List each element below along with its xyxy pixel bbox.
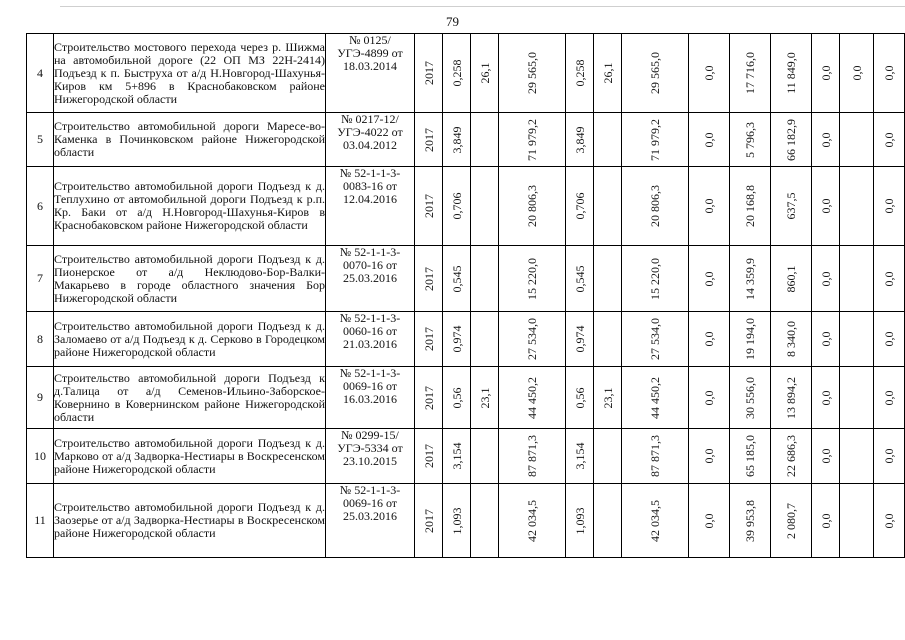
table-row [27,246,905,312]
table-row [27,429,905,484]
cell-fund-5 [840,312,874,367]
cell-fund-3 [771,367,812,429]
cell-cost-2 [622,484,689,558]
cell-fund-6-text: 0,0 [882,198,896,214]
cell-fund-4-text: 0,0 [818,331,833,347]
cell-cost-2-text: 42 034,5 [648,499,662,542]
cell-cost-2-text: 15 220,0 [648,257,662,300]
cell-col3-text: 23,1 [477,387,492,408]
cell-document: № 0217-12/УГЭ-4022 от 03.04.2012 [326,113,415,167]
cell-fund-2-text: 14 359,9 [743,257,757,300]
cell-fund-1-text: 0,0 [702,271,716,286]
cell-description: Строительство автомобильной дороги Подъезд к д. Пионерское от а/д Неклюдово-Бор-Валки-Макарьево в городе областного значения Бор Нижегородской области [54,246,326,312]
cell-col3-text: 26,1 [477,62,492,84]
cell-year-text: 2017 [421,508,436,533]
cell-cost-2-text: 44 450,2 [648,376,662,419]
cell-fund-1 [689,167,730,246]
cell-fund-3-text: 66 182,9 [784,118,798,161]
cell-fund-4-text: 0,0 [818,65,833,81]
cell-length-text: 3,154 [449,442,464,470]
cell-length [443,246,471,312]
cell-length-2 [566,167,594,246]
cell-fund-4 [812,312,840,367]
cell-description: Строительство автомобильной дороги Подъезд к д. Заломаево от а/д Подъезд к д. Серково в Городецком районе Нижегородской области [54,312,326,367]
cell-cost-text: 87 871,3 [525,435,539,477]
cell-fund-4 [812,167,840,246]
cell-length-2-text: 0,545 [572,265,587,292]
cell-document: № 52-1-1-3-0069-16 от 16.03.2016 [326,367,415,429]
cell-cost [499,167,566,246]
table-row [27,312,905,367]
cell-year-text: 2017 [421,327,436,351]
cell-cost-2 [622,34,689,113]
cell-length-text: 1,093 [449,507,464,534]
cell-cost-text: 44 450,2 [525,376,539,419]
cell-length [443,34,471,113]
cell-fund-4 [812,429,840,484]
cell-length [443,367,471,429]
top-rule [60,6,905,7]
cell-length-2 [566,246,594,312]
cell-fund-1-text: 0,0 [702,198,716,214]
cell-cost [499,312,566,367]
cell-length [443,312,471,367]
cell-document: № 52-1-1-3-0083-16 от 12.04.2016 [326,167,415,246]
cell-fund-2 [730,34,771,113]
cell-col6-text: 26,1 [600,62,615,84]
cell-fund-6 [874,484,905,558]
cell-fund-4 [812,113,840,167]
cell-length [443,167,471,246]
cell-length-text: 0,545 [449,265,464,292]
cell-year [415,429,443,484]
cell-cost-2-text: 87 871,3 [648,435,662,477]
cell-fund-5 [840,34,874,113]
cell-length-2 [566,34,594,113]
cell-row-number: 6 [27,167,54,246]
table-row [27,113,905,167]
cell-fund-4 [812,367,840,429]
cell-length-text: 0,706 [449,192,464,220]
cell-cost-text: 42 034,5 [525,499,539,542]
cell-col3 [471,429,499,484]
cell-fund-1-text: 0,0 [702,390,716,405]
cell-fund-4-text: 0,0 [818,448,833,464]
cell-fund-4-text: 0,0 [818,198,833,214]
cell-cost-2 [622,312,689,367]
cell-fund-2-text: 20 168,8 [743,185,757,227]
cell-row-number: 4 [27,34,54,113]
cell-year [415,312,443,367]
cell-fund-3-text: 22 686,3 [784,435,798,477]
cell-fund-5 [840,167,874,246]
cell-length-2-text: 1,093 [572,507,587,534]
table-row [27,367,905,429]
cell-fund-1 [689,484,730,558]
objects-table [26,33,905,558]
cell-year-text: 2017 [421,127,436,152]
cell-row-number: 7 [27,246,54,312]
cell-col3 [471,34,499,113]
cell-fund-3-text: 11 849,0 [784,52,798,94]
cell-fund-6-text: 0,0 [882,448,896,464]
cell-cost-text: 20 806,3 [525,185,539,227]
cell-fund-4-text: 0,0 [818,390,833,405]
cell-fund-3 [771,167,812,246]
cell-cost-2 [622,367,689,429]
cell-year-text: 2017 [421,266,436,291]
cell-fund-6-text: 0,0 [882,390,896,405]
cell-document: № 0125/УГЭ-4899 от 18.03.2014 [326,34,415,113]
cell-description: Строительство автомобильной дороги Маресе-во-Каменка в Починковском районе Нижегородской области [54,113,326,167]
cell-description: Строительство автомобильной дороги Подъезд к д. Заозерье от а/д Задворка-Нестиары в Воскресенском районе Нижегородской области [54,484,326,558]
cell-fund-6-text: 0,0 [882,513,896,528]
cell-fund-2 [730,246,771,312]
cell-fund-1-text: 0,0 [702,331,716,347]
cell-year-text: 2017 [421,444,436,468]
cell-year [415,367,443,429]
cell-year [415,34,443,113]
cell-fund-2 [730,312,771,367]
cell-fund-5 [840,367,874,429]
cell-length-2 [566,429,594,484]
cell-col6 [594,484,622,558]
cell-length-2-text: 3,849 [572,126,587,153]
cell-fund-4-text: 0,0 [818,271,833,286]
cell-fund-2-text: 39 953,8 [743,499,757,542]
cell-length [443,429,471,484]
cell-cost-2-text: 27 534,0 [648,318,662,360]
cell-fund-3 [771,484,812,558]
cell-year-text: 2017 [421,194,436,218]
cell-fund-6-text: 0,0 [882,65,896,81]
cell-cost-text: 15 220,0 [525,257,539,300]
cell-fund-6-text: 0,0 [882,132,896,147]
cell-fund-2 [730,484,771,558]
cell-length-2 [566,367,594,429]
cell-cost-2-text: 29 565,0 [648,52,662,94]
cell-cost-text: 29 565,0 [525,52,539,94]
cell-length-2-text: 0,56 [572,387,587,408]
cell-row-number: 5 [27,113,54,167]
cell-cost [499,246,566,312]
cell-fund-6 [874,312,905,367]
cell-document: № 52-1-1-3-0060-16 от 21.03.2016 [326,312,415,367]
page-number: 79 [446,14,459,29]
cell-col6 [594,312,622,367]
cell-length-2-text: 0,974 [572,325,587,353]
cell-col6 [594,429,622,484]
cell-fund-2-text: 19 194,0 [743,318,757,360]
table-row [27,484,905,558]
cell-fund-6 [874,367,905,429]
cell-length [443,113,471,167]
cell-fund-5 [840,429,874,484]
cell-fund-3-text: 8 340,0 [784,321,798,357]
cell-cost-2 [622,246,689,312]
cell-cost [499,429,566,484]
cell-fund-2 [730,113,771,167]
cell-cost-2 [622,113,689,167]
cell-col6 [594,113,622,167]
cell-row-number: 11 [27,484,54,558]
cell-cost-text: 71 979,2 [525,118,539,161]
cell-col3 [471,312,499,367]
cell-year-text: 2017 [421,61,436,85]
cell-fund-1 [689,367,730,429]
cell-fund-5 [840,246,874,312]
cell-fund-1 [689,113,730,167]
cell-length-2 [566,484,594,558]
cell-row-number: 8 [27,312,54,367]
cell-cost [499,484,566,558]
table-row [27,34,905,113]
cell-document: № 52-1-1-3-0069-16 от 25.03.2016 [326,484,415,558]
cell-description: Строительство автомобильной дороги Подъезд к д. Теплухино от автомобильной дороги Подъезд к р.п. Кр. Баки от а/д Н.Новгород-Шахунья-Киров в Краснобаковском районе Нижегородской области [54,167,326,246]
cell-year-text: 2017 [421,385,436,410]
cell-length-2-text: 0,706 [572,192,587,220]
table-row [27,167,905,246]
cell-fund-1-text: 0,0 [702,448,716,464]
cell-fund-2-text: 17 716,0 [743,52,757,94]
cell-col3 [471,367,499,429]
cell-fund-6 [874,34,905,113]
cell-description: Строительство автомобильной дороги Подъезд к д.Талица от а/д Семенов-Ильино-Заборское-Ковернино в Ковернинском районе Нижегородской области [54,367,326,429]
cell-row-number: 10 [27,429,54,484]
cell-fund-3 [771,34,812,113]
cell-col6 [594,167,622,246]
cell-length-2-text: 3,154 [572,442,587,470]
cell-fund-6 [874,246,905,312]
cell-fund-3-text: 637,5 [784,192,798,220]
cell-fund-3 [771,113,812,167]
cell-fund-2-text: 30 556,0 [743,376,757,419]
cell-length [443,484,471,558]
cell-description: Строительство мостового перехода через р. Шижма на автомобильной дороге (22 ОП МЗ 22Н-2414) Подъезд к п. Быструха от а/д Н.Новгород-Шахунья-Киров км 5+896 в Краснобаковском районе Нижегородской области [54,34,326,113]
cell-year [415,113,443,167]
cell-fund-3 [771,312,812,367]
cell-year [415,167,443,246]
cell-col6 [594,246,622,312]
cell-fund-2 [730,429,771,484]
cell-fund-3-text: 2 080,7 [784,502,798,539]
cell-length-text: 3,849 [449,126,464,153]
cell-fund-3 [771,429,812,484]
cell-col6-text: 23,1 [600,387,615,408]
cell-fund-1-text: 0,0 [702,513,716,528]
cell-col6 [594,34,622,113]
cell-fund-4-text: 0,0 [818,513,833,528]
cell-length-text: 0,974 [449,325,464,353]
cell-fund-6-text: 0,0 [882,271,896,286]
cell-cost-2 [622,167,689,246]
cell-cost [499,367,566,429]
cell-fund-6 [874,167,905,246]
cell-length-2-text: 0,258 [572,59,587,87]
cell-fund-2-text: 65 185,0 [743,435,757,477]
cell-year [415,246,443,312]
cell-fund-6 [874,429,905,484]
cell-fund-5-text: 0,0 [849,65,864,81]
cell-fund-1 [689,429,730,484]
cell-fund-3 [771,246,812,312]
cell-length-text: 0,258 [449,59,464,87]
cell-cost [499,113,566,167]
cell-year [415,484,443,558]
cell-cost-2 [622,429,689,484]
cell-fund-1 [689,34,730,113]
cell-document: № 0299-15/УГЭ-5334 от 23.10.2015 [326,429,415,484]
cell-cost-2-text: 71 979,2 [648,118,662,161]
cell-document: № 52-1-1-3-0070-16 от 25.03.2016 [326,246,415,312]
cell-cost-2-text: 20 806,3 [648,185,662,227]
cell-col3 [471,113,499,167]
cell-description: Строительство автомобильной дороги Подъезд к д. Марково от а/д Задворка-Нестиары в Воскресенском районе Нижегородской области [54,429,326,484]
cell-fund-1 [689,246,730,312]
cell-fund-2-text: 5 796,3 [743,121,757,158]
cell-fund-4 [812,246,840,312]
cell-fund-5 [840,113,874,167]
cell-fund-2 [730,167,771,246]
cell-length-2 [566,113,594,167]
cell-fund-5 [840,484,874,558]
cell-col3 [471,246,499,312]
cell-cost [499,34,566,113]
cell-fund-6 [874,113,905,167]
cell-row-number: 9 [27,367,54,429]
cell-fund-4 [812,34,840,113]
cell-fund-1 [689,312,730,367]
cell-fund-4 [812,484,840,558]
cell-col6 [594,367,622,429]
cell-fund-3-text: 860,1 [784,265,798,292]
cell-length-text: 0,56 [449,387,464,408]
cell-fund-2 [730,367,771,429]
cell-fund-1-text: 0,0 [702,65,716,81]
cell-fund-1-text: 0,0 [702,132,716,147]
cell-cost-text: 27 534,0 [525,318,539,360]
cell-col3 [471,167,499,246]
cell-fund-3-text: 13 894,2 [784,376,798,419]
cell-fund-4-text: 0,0 [818,132,833,147]
cell-col3 [471,484,499,558]
cell-length-2 [566,312,594,367]
cell-fund-6-text: 0,0 [882,331,896,347]
